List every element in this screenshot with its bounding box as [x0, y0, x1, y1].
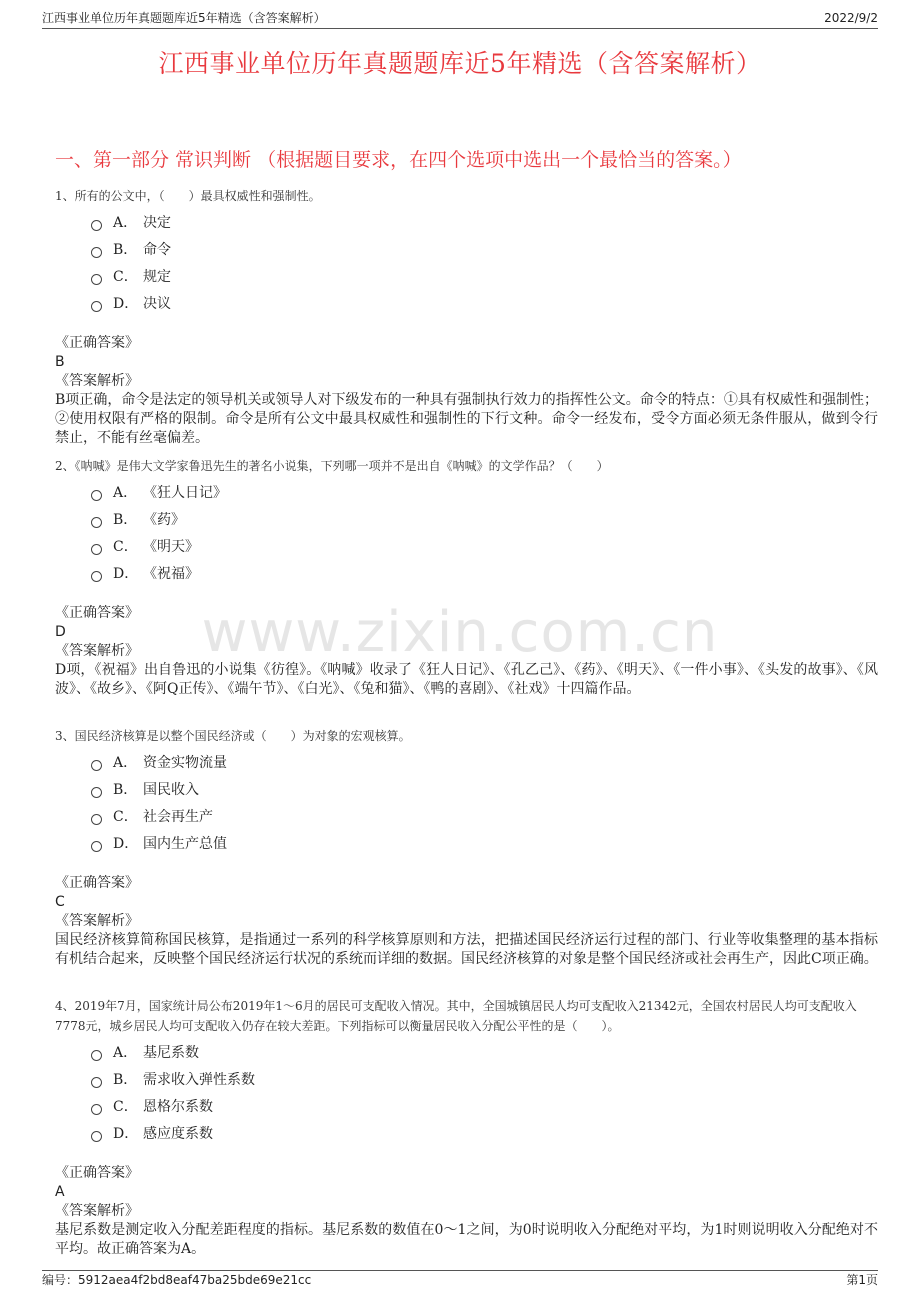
option-d[interactable] — [91, 291, 878, 318]
option-b[interactable] — [91, 1067, 878, 1094]
option-text: 决议 — [143, 296, 171, 312]
question-stem: 3、国民经济核算是以整个国民经济或（ ）为对象的宏观核算。 — [55, 729, 411, 743]
answer-block — [55, 334, 878, 448]
explanation-text: 国民经济核算简称国民核算，是指通过一系列的科学核算原则和方法，把描述国民经济运行过程的部门、行业等收集整理的基本指标有机结合起来，反映整个国民经济运行状况的系统而详细的数据。国民经济核算的对象是整个国民经济或社会再生产，因此C项正确。 — [55, 932, 878, 967]
page-header — [42, 8, 878, 29]
option-letter: C． — [113, 809, 138, 825]
option-text: 决定 — [143, 215, 171, 231]
explanation-text: B项正确，命令是法定的领导机关或领导人对下级发布的一种具有强制执行效力的指挥性公文。命令的特点：①具有权威性和强制性；②使用权限有严格的限制。命令是所有公文中最具权威性和强制性的下行文种。命令一经发布，受令方面必须无条件服从，做到令行禁止，不能有丝毫偏差。 — [55, 392, 878, 446]
option-letter: A． — [113, 1045, 138, 1061]
option-c[interactable] — [91, 534, 878, 561]
option-letter: B． — [113, 1072, 138, 1088]
answer-label: 《正确答案》 — [55, 875, 139, 891]
document-code: 编号：5912aea4f2bd8eaf47ba25bde69e21cc — [42, 1273, 312, 1287]
option-text: 国民收入 — [143, 782, 199, 798]
radio-icon[interactable] — [91, 517, 102, 528]
option-letter: B． — [113, 782, 138, 798]
option-list — [91, 480, 878, 588]
option-list — [91, 750, 878, 858]
option-letter: C． — [113, 1099, 138, 1115]
watermark: www.zixin.com.cn — [201, 600, 719, 665]
option-text: 《祝福》 — [143, 566, 199, 582]
option-d[interactable] — [91, 1121, 878, 1148]
option-list — [91, 210, 878, 318]
answer-block — [55, 604, 878, 699]
answer-value: B — [55, 354, 65, 370]
option-d[interactable] — [91, 831, 878, 858]
radio-icon[interactable] — [91, 544, 102, 555]
page-footer — [42, 1270, 878, 1289]
answer-label: 《正确答案》 — [55, 335, 139, 351]
radio-icon[interactable] — [91, 1050, 102, 1061]
option-text: 资金实物流量 — [143, 755, 227, 771]
question-2 — [55, 456, 878, 699]
radio-icon[interactable] — [91, 814, 102, 825]
explanation-label: 《答案解析》 — [55, 373, 139, 389]
option-a[interactable] — [91, 1040, 878, 1067]
radio-icon[interactable] — [91, 760, 102, 771]
option-letter: D． — [113, 836, 139, 852]
option-text: 国内生产总值 — [143, 836, 227, 852]
answer-block — [55, 1164, 878, 1259]
option-text: 《明天》 — [143, 539, 199, 555]
radio-icon[interactable] — [91, 841, 102, 852]
option-letter: D． — [113, 296, 139, 312]
radio-icon[interactable] — [91, 490, 102, 501]
option-a[interactable] — [91, 210, 878, 237]
section-heading: 一、第一部分 常识判断 （根据题目要求，在四个选项中选出一个最恰当的答案。） — [55, 149, 742, 171]
option-letter: A． — [113, 485, 138, 501]
option-text: 社会再生产 — [143, 809, 213, 825]
option-a[interactable] — [91, 750, 878, 777]
explanation-text: D项，《祝福》出自鲁迅的小说集《彷徨》。《呐喊》收录了《狂人日记》、《孔乙己》、《药》、《明天》、《一件小事》、《头发的故事》、《风波》、《故乡》、《阿Q正传》、《端午节》、《白光》、《兔和猫》、《鸭的喜剧》、《社戏》十四篇作品。 — [55, 662, 878, 697]
question-4 — [55, 996, 878, 1259]
radio-icon[interactable] — [91, 1104, 102, 1115]
option-letter: C． — [113, 269, 138, 285]
option-text: 规定 — [143, 269, 171, 285]
option-letter: B． — [113, 512, 138, 528]
question-stem: 1、所有的公文中，（ ）最具权威性和强制性。 — [55, 189, 321, 203]
option-text: 需求收入弹性系数 — [143, 1072, 255, 1088]
explanation-text: 基尼系数是测定收入分配差距程度的指标。基尼系数的数值在0～1之间，为0时说明收入分配绝对平均，为1时则说明收入分配绝对不平均。故正确答案为A。 — [55, 1222, 878, 1257]
explanation-label: 《答案解析》 — [55, 1203, 139, 1219]
radio-icon[interactable] — [91, 220, 102, 231]
question-3 — [55, 726, 878, 969]
option-c[interactable] — [91, 264, 878, 291]
radio-icon[interactable] — [91, 787, 102, 798]
option-letter: C． — [113, 539, 138, 555]
option-letter: A． — [113, 755, 138, 771]
option-c[interactable] — [91, 804, 878, 831]
option-list — [91, 1040, 878, 1148]
radio-icon[interactable] — [91, 571, 102, 582]
option-d[interactable] — [91, 561, 878, 588]
option-letter: D． — [113, 566, 139, 582]
radio-icon[interactable] — [91, 301, 102, 312]
explanation-label: 《答案解析》 — [55, 913, 139, 929]
option-letter: B． — [113, 242, 138, 258]
question-1 — [55, 186, 878, 448]
option-text: 《药》 — [143, 512, 185, 528]
header-date: 2022/9/2 — [824, 11, 878, 25]
option-text: 基尼系数 — [143, 1045, 199, 1061]
option-letter: D． — [113, 1126, 139, 1142]
option-b[interactable] — [91, 777, 878, 804]
option-letter: A． — [113, 215, 138, 231]
answer-value: C — [55, 894, 65, 910]
option-b[interactable] — [91, 507, 878, 534]
radio-icon[interactable] — [91, 247, 102, 258]
option-text: 恩格尔系数 — [143, 1099, 213, 1115]
radio-icon[interactable] — [91, 1131, 102, 1142]
option-text: 命令 — [143, 242, 171, 258]
option-a[interactable] — [91, 480, 878, 507]
document-title: 江西事业单位历年真题题库近5年精选（含答案解析） — [158, 49, 762, 78]
radio-icon[interactable] — [91, 274, 102, 285]
option-b[interactable] — [91, 237, 878, 264]
radio-icon[interactable] — [91, 1077, 102, 1088]
page-number: 第1页 — [846, 1273, 878, 1287]
question-stem: 2、《呐喊》是伟大文学家鲁迅先生的著名小说集，下列哪一项并不是出自《呐喊》的文学作品？（ ） — [55, 459, 609, 473]
answer-label: 《正确答案》 — [55, 605, 139, 621]
answer-label: 《正确答案》 — [55, 1165, 139, 1181]
question-stem: 4、2019年7月，国家统计局公布2019年1～6月的居民可支配收入情况。其中，全国城镇居民人均可支配收入21342元，全国农村居民人均可支配收入7778元，城乡居民人均可支配收入仍存在较大差距。下列指标可以衡量居民收入分配公平性的是（ ）。 — [55, 999, 857, 1033]
answer-value: A — [55, 1184, 65, 1200]
answer-value: D — [55, 624, 66, 640]
explanation-label: 《答案解析》 — [55, 643, 139, 659]
option-text: 《狂人日记》 — [143, 485, 227, 501]
option-text: 感应度系数 — [143, 1126, 213, 1142]
answer-block — [55, 874, 878, 969]
header-doc-title: 江西事业单位历年真题题库近5年精选（含答案解析） — [42, 11, 326, 25]
option-c[interactable] — [91, 1094, 878, 1121]
